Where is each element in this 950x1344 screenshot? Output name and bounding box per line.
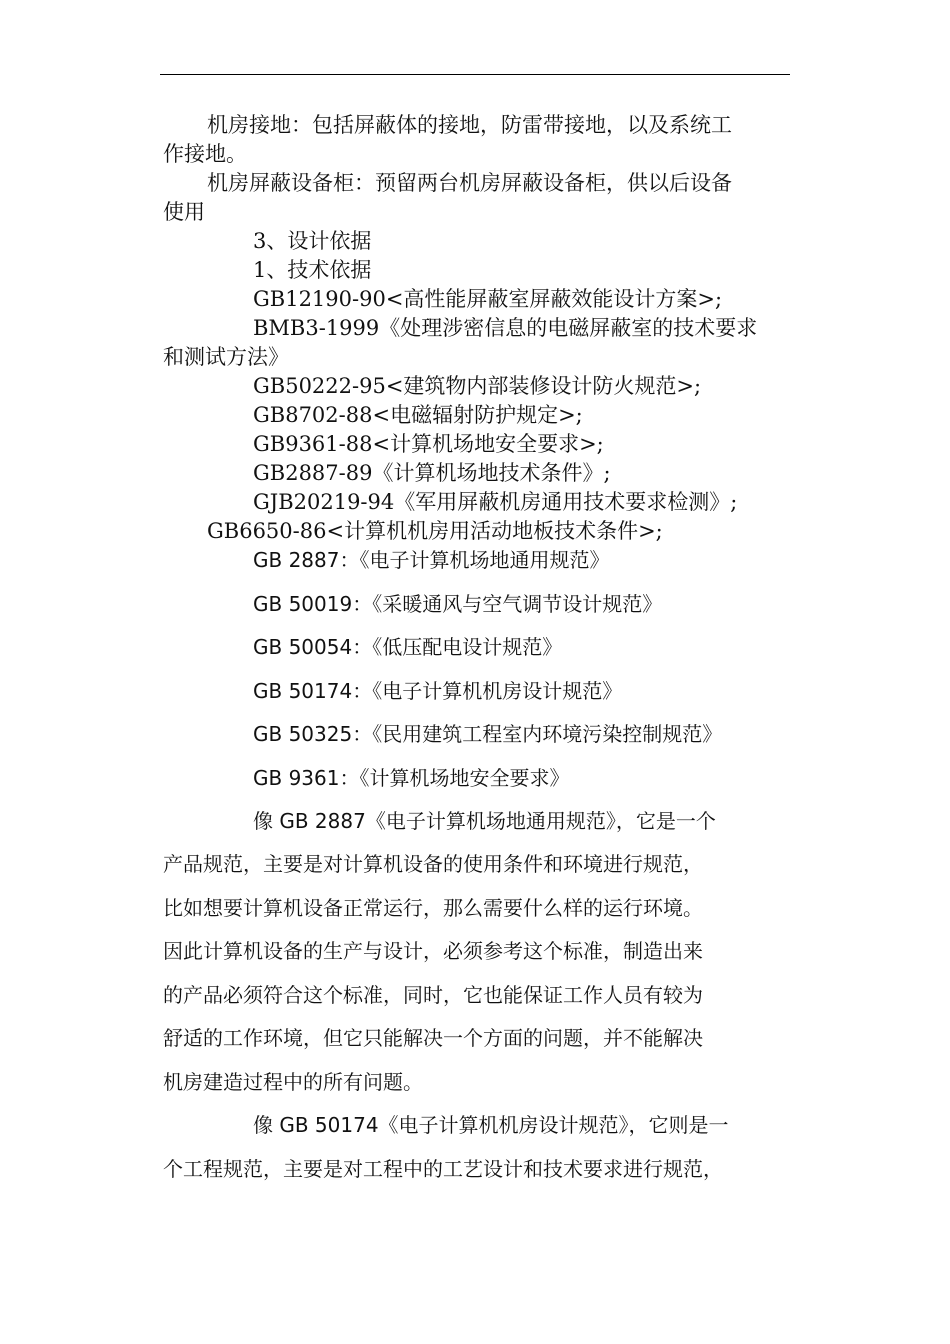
standard-item: GB50222-95<建筑物内部装修设计防火规范>;: [253, 374, 702, 398]
standard-item: GB6650-86<计算机机房用活动地板技术条件>;: [207, 519, 663, 543]
paragraph-line: 比如想要计算机设备正常运行，那么需要什么样的运行环境。: [163, 896, 703, 920]
text-line: 使用: [163, 200, 205, 224]
standard-item: GB 50325：《民用建筑工程室内环境污染控制规范》: [253, 722, 723, 746]
standard-item: GB 2887：《电子计算机场地通用规范》: [253, 548, 610, 572]
standard-item: GB2887-89《计算机场地技术条件》;: [253, 461, 611, 485]
section-heading: 3、设计依据: [253, 229, 372, 253]
text-line: 作接地。: [163, 142, 247, 166]
header-rule: [160, 74, 790, 75]
standard-item: GJB20219-94《军用屏蔽机房通用技术要求检测》;: [253, 490, 738, 514]
standard-item: GB 50054：《低压配电设计规范》: [253, 635, 563, 659]
standard-item: 和测试方法》: [163, 345, 289, 369]
text-line: 机房接地：包括屏蔽体的接地，防雷带接地，以及系统工: [207, 113, 732, 137]
paragraph-line: 个工程规范，主要是对工程中的工艺设计和技术要求进行规范，: [163, 1157, 723, 1181]
standard-item: GB9361-88<计算机场地安全要求>;: [253, 432, 604, 456]
paragraph-line: 像 GB 2887《电子计算机场地通用规范》，它是一个: [253, 809, 716, 833]
paragraph-line: 因此计算机设备的生产与设计，必须参考这个标准，制造出来: [163, 939, 703, 963]
subsection-heading: 1、技术依据: [253, 258, 372, 282]
standard-item: GB8702-88<电磁辐射防护规定>;: [253, 403, 583, 427]
paragraph-line: 机房建造过程中的所有问题。: [163, 1070, 423, 1094]
paragraph-line: 产品规范，主要是对计算机设备的使用条件和环境进行规范，: [163, 852, 703, 876]
paragraph-line: 舒适的工作环境，但它只能解决一个方面的问题，并不能解决: [163, 1026, 703, 1050]
text-line: 机房屏蔽设备柜：预留两台机房屏蔽设备柜，供以后设备: [207, 171, 732, 195]
standard-item: GB12190-90<高性能屏蔽室屏蔽效能设计方案>;: [253, 287, 723, 311]
standard-item: GB 50174：《电子计算机机房设计规范》: [253, 679, 623, 703]
standard-item: GB 50019：《采暖通风与空气调节设计规范》: [253, 592, 663, 616]
standard-item: GB 9361：《计算机场地安全要求》: [253, 766, 570, 790]
standard-item: BMB3-1999《处理涉密信息的电磁屏蔽室的技术要求: [253, 316, 758, 340]
paragraph-line: 的产品必须符合这个标准，同时，它也能保证工作人员有较为: [163, 983, 703, 1007]
paragraph-line: 像 GB 50174《电子计算机机房设计规范》，它则是一: [253, 1113, 729, 1137]
